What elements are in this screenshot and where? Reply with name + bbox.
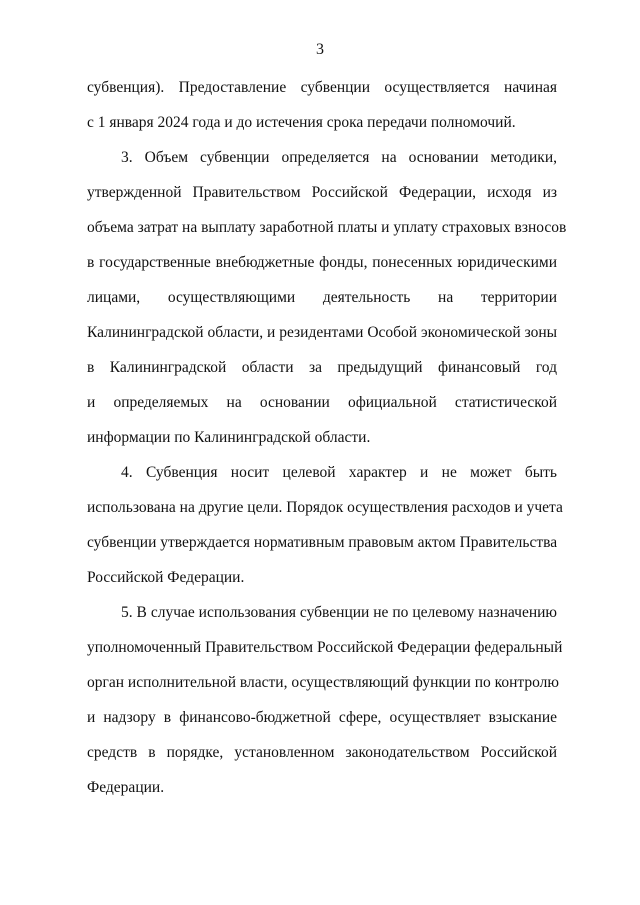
text-line: утвержденной Правительством Российской Федерации, исходя из [87, 184, 557, 201]
page-number: 3 [316, 41, 324, 58]
paragraph-4-first-line: 4. Субвенция носит целевой характер и не может быть [121, 464, 557, 481]
paragraph-5-first-line: 5. В случае использования субвенции не по целевому назначению [121, 604, 557, 621]
text-line: субвенции утверждается нормативным правовым актом Правительства [87, 534, 558, 551]
text-line: в Калининградской области за предыдущий финансовый год [87, 359, 557, 376]
text-line: и определяемых на основании официальной статистической [87, 394, 557, 411]
text-line: информации по Калининградской области. [87, 429, 371, 446]
paragraph-3-first-line: 3. Объем субвенции определяется на основании методики, [121, 149, 557, 166]
text-line: в государственные внебюджетные фонды, понесенных юридическими [87, 254, 557, 271]
text-line: уполномоченный Правительством Российской Федерации федеральный [87, 639, 563, 656]
text-line: использована на другие цели. Порядок осуществления расходов и учета [87, 499, 563, 516]
text-line: объема затрат на выплату заработной платы и уплату страховых взносов [87, 219, 567, 236]
text-line: орган исполнительной власти, осуществляющий функции по контролю [87, 674, 559, 691]
text-line: и надзору в финансово-бюджетной сфере, осуществляет взыскание [87, 709, 557, 726]
text-line: Российской Федерации. [87, 569, 245, 586]
text-line: лицами, осуществляющими деятельность на территории [87, 289, 557, 306]
text-line: средств в порядке, установленном законодательством Российской [87, 744, 557, 761]
text-line: Калининградской области, и резидентами Особой экономической зоны [87, 324, 558, 341]
text-line: с 1 января 2024 года и до истечения срока передачи полномочий. [87, 114, 516, 131]
text-line: субвенция). Предоставление субвенции осуществляется начиная [87, 79, 557, 96]
text-line: Федерации. [87, 779, 165, 796]
